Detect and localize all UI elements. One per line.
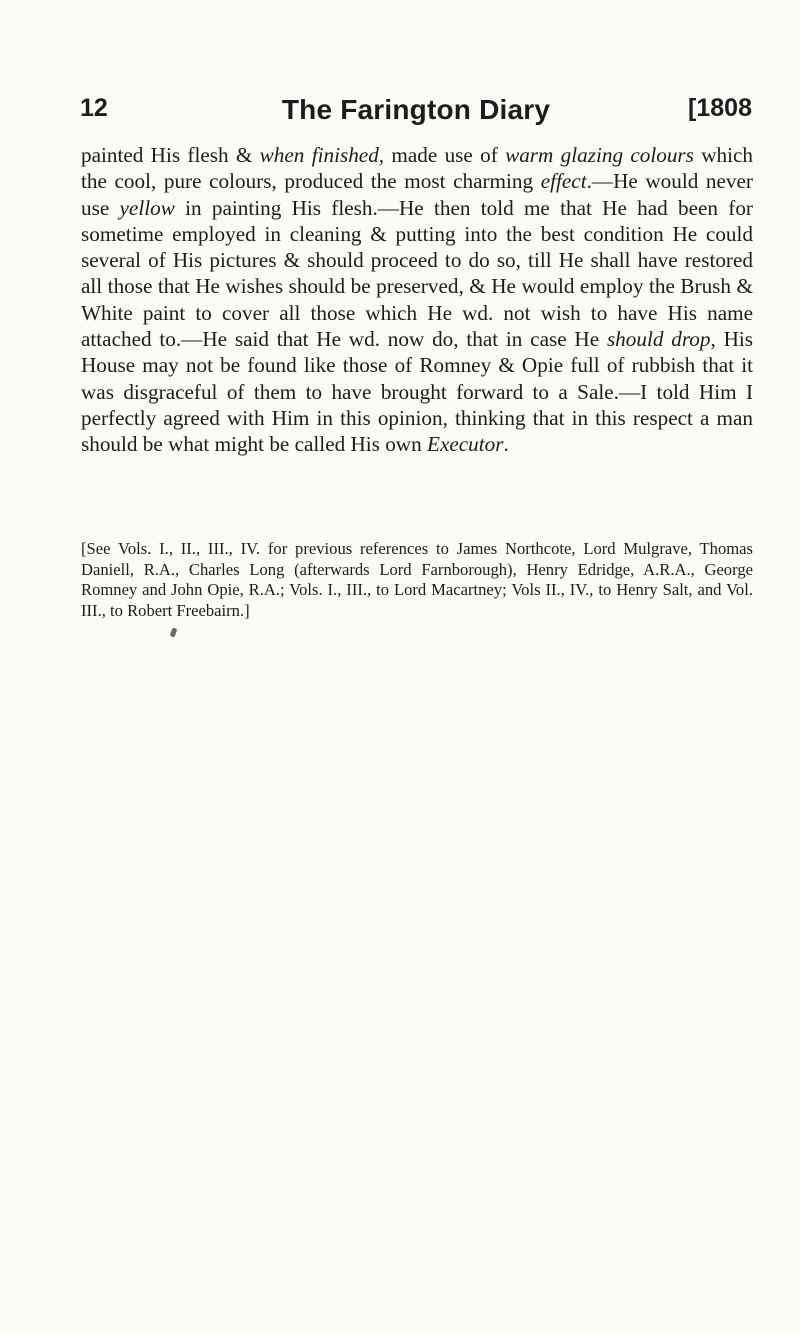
- text-run: , His House may not be found like those of Romney & Opie full of rubbish that it was disgraceful of them to have brought forward to a Sale.—I told Him I perfectly agreed with Him in this opinion, thinking that in this respect a man should be what might be called His own: [81, 327, 754, 457]
- editorial-note: [See Vols. I., II., III., IV. for previous references to James Northcote, Lord Mulgrave, Thomas Daniell, R.A., Charles Long (afterwards Lord Farnborough), Henry Edridge, A.R.A., George Romney and John Opie, R.A.; Vols. I., III., to Lord Macartney; Vols II., IV., to Henry Salt, and Vol. III., to Robert Freebairn.]: [81, 539, 753, 620]
- italic-phrase: should drop: [606, 327, 711, 352]
- running-head: [80, 94, 752, 134]
- italic-phrase: Executor: [427, 432, 504, 457]
- text-run: painted His flesh &: [81, 143, 260, 167]
- text-run: , made use of: [378, 143, 506, 167]
- ink-fleck: [170, 627, 178, 637]
- text-run: which the cool, pure colours, produced the most charming: [81, 143, 754, 194]
- running-year: [1808: [688, 94, 752, 122]
- italic-phrase: yellow: [119, 195, 175, 220]
- italic-phrase: effect: [540, 169, 587, 194]
- text-run: in painting His flesh.—He then told me that He had been for sometime employed in cleaning & putting into the best condition He could several of His pictures & should proceed to do so, till He shall have restored all those that He wishes should be preserved, & He would employ the Brush & White paint to cover all those which He wd. not wish to have His name attached to.—He said that He wd. now do, that in case He: [81, 195, 753, 352]
- italic-phrase: warm glazing colours: [505, 143, 694, 167]
- running-title: The Farington Diary: [281, 94, 551, 125]
- diary-paragraph: [81, 142, 753, 458]
- italic-phrase: when finished: [259, 143, 379, 167]
- page-number: 12: [80, 94, 108, 122]
- text-run: .: [503, 432, 509, 457]
- text-run: .—He would never use: [81, 169, 753, 220]
